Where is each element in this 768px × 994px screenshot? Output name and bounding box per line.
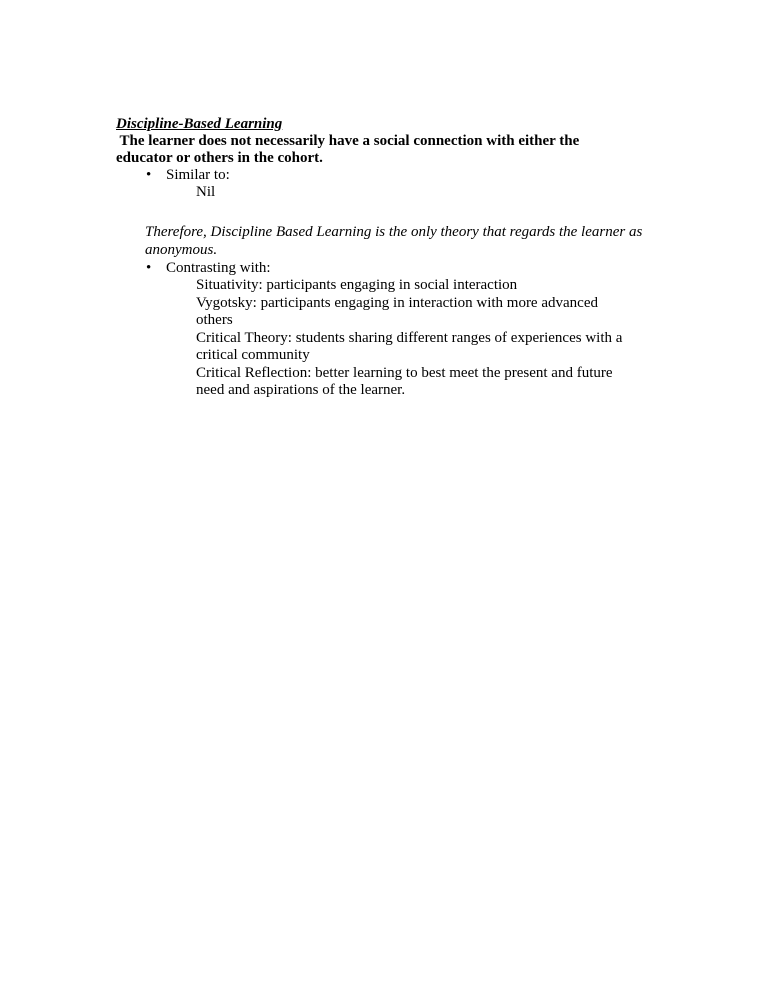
- contrasting-item-critical-reflection: Critical Reflection: better learning to best meet the present and future need and aspirations of the learner.: [196, 364, 613, 398]
- therefore-paragraph: Therefore, Discipline Based Learning is the only theory that regards the learner as anonymous.: [145, 224, 643, 258]
- bullet-dot-icon: •: [146, 167, 152, 183]
- intro-line-2: educator or others in the cohort.: [116, 150, 323, 166]
- similar-label: Similar to:: [166, 167, 230, 183]
- bullet-dot-icon: •: [146, 260, 152, 276]
- similar-item: Nil: [196, 184, 216, 200]
- contrasting-list: [196, 277, 636, 400]
- contrasting-label: Contrasting with:: [166, 260, 271, 276]
- contrasting-item-situativity: Situativity: participants engaging in social interaction: [196, 277, 518, 293]
- intro-line-1: The learner does not necessarily have a social connection with either the: [116, 133, 580, 149]
- contrasting-item-vygotsky: Vygotsky: participants engaging in interaction with more advanced others: [196, 294, 598, 328]
- section-title: Discipline-Based Learning: [116, 116, 283, 132]
- contrasting-item-critical-theory: Critical Theory: students sharing different ranges of experiences with a critical community: [196, 329, 623, 363]
